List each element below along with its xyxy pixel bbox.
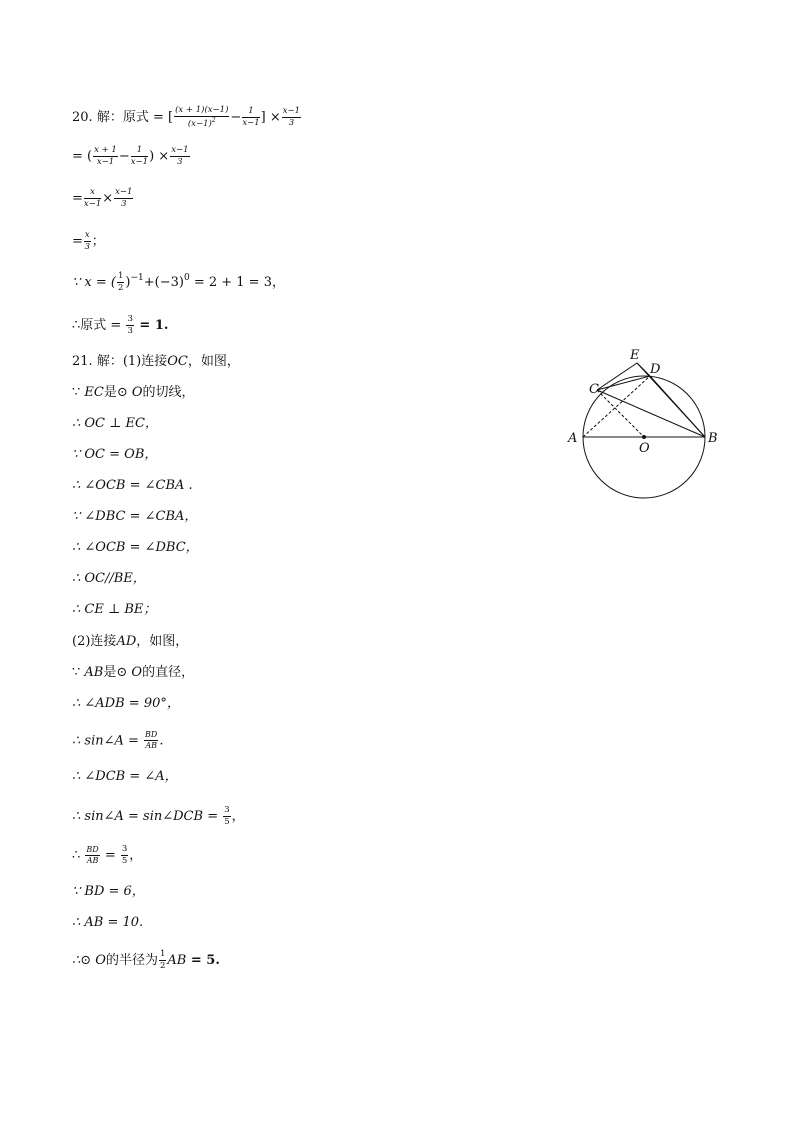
geometry-figure xyxy=(560,343,730,503)
q21-line-12: ∴ ∠ADB = 90°， xyxy=(72,696,180,711)
q21-line-1: 21. 解：(1)连接OC，如图， xyxy=(72,354,240,369)
fraction: $\frac{x-1}{3}$ xyxy=(282,105,301,128)
dashed-oc xyxy=(597,390,644,437)
fraction: $\frac{BD}{AB}$ xyxy=(86,844,99,865)
fraction: $\frac{1}{x-1}$ xyxy=(130,145,149,167)
segment-ed xyxy=(637,363,650,376)
q21-line-13: ∴ sin∠A = $\frac{BD}{AB}$ . xyxy=(72,730,164,751)
fraction: $\frac{3}{5}$ xyxy=(224,805,230,827)
q20-line-4: = $\frac{x}{3}$ ； xyxy=(72,230,105,252)
fraction: $\frac{3}{5}$ xyxy=(121,844,128,866)
q21-line-15: ∴ sin∠A = sin∠DCB = $\frac{3}{5}$ ， xyxy=(72,805,245,827)
q21-line-4: ∵ OC = OB， xyxy=(72,447,158,462)
q21-line-14: ∴ ∠DCB = ∠A， xyxy=(72,769,178,784)
q21-line-11: ∵ AB是⊙ O的直径， xyxy=(72,665,195,680)
fraction: $\frac{1}{x-1}$ xyxy=(242,105,260,128)
label-d: D xyxy=(650,362,661,377)
question-number: 20. xyxy=(72,109,97,125)
label-o: O xyxy=(639,441,650,456)
fraction: $\frac{1}{2}$ xyxy=(159,949,166,971)
q21-line-7: ∴ ∠OCB = ∠DBC， xyxy=(72,540,199,555)
fraction: $\frac{BD}{AB}$ xyxy=(145,730,158,751)
label-a: A xyxy=(568,431,578,446)
fraction: $\frac{x-1}{3}$ xyxy=(115,187,133,209)
q20-line-5: ∵ x = ( $\frac{1}{2}$ )$^{-1}+(-3)^0 = 2 + 1 = 3$， xyxy=(72,271,285,293)
fraction: $\frac{(x + 1)(x-1)}{(x-1)^2}$ xyxy=(175,105,229,129)
fraction: $\frac{1}{2}$ xyxy=(117,271,124,293)
q21-line-6: ∵ ∠DBC = ∠CBA， xyxy=(72,509,198,524)
center-dot xyxy=(642,435,646,439)
q20-line-6: ∴原式 = $\frac{3}{3}$ = 1. xyxy=(72,314,169,336)
q21-line-5: ∴ ∠OCB = ∠CBA . xyxy=(72,478,193,493)
fraction: $\frac{x + 1}{x-1}$ xyxy=(94,145,117,167)
q21-line-19: ∴⊙ O的半径为 $\frac{1}{2}$ AB = 5. xyxy=(72,949,220,971)
q21-line-3: ∴ OC ⊥ EC， xyxy=(72,416,158,431)
label-b: B xyxy=(708,431,718,446)
q21-line-2: ∵ EC是⊙ O的切线， xyxy=(72,385,195,400)
label-e: E xyxy=(630,348,640,363)
tangent-ce xyxy=(597,363,637,390)
q20-line-2: = ( $\frac{x + 1}{x-1}$ − $\frac{1}{x-1}$ ) × $\frac{x-1}{3}$ xyxy=(72,145,189,167)
fraction: $\frac{x-1}{3}$ xyxy=(171,145,189,167)
segment-eb xyxy=(637,363,705,437)
fraction: $\frac{3}{3}$ xyxy=(127,314,133,336)
fraction: $\frac{x}{3}$ xyxy=(84,230,91,252)
q21-line-17: ∵ BD = 6， xyxy=(72,884,145,899)
q20-line-1: 20. 解：原式 = [ $\frac{(x + 1)(x-1)}{(x-1)^2}$ − $\frac{1}{x-1}$ ] × $\frac{x-1}{3}$ xyxy=(72,105,301,129)
label-c: C xyxy=(589,382,599,397)
q21-line-8: ∴ OC//BE， xyxy=(72,571,146,586)
q21-line-10: (2)连接AD，如图， xyxy=(72,634,189,649)
question-number: 21. xyxy=(72,354,97,369)
fraction: $\frac{x}{x-1}$ xyxy=(83,187,102,209)
segment-cb xyxy=(597,390,705,437)
q20-line-3: = $\frac{x}{x-1}$ × $\frac{x-1}{3}$ xyxy=(72,187,133,209)
q21-line-18: ∴ AB = 10. xyxy=(72,915,144,930)
q21-line-16: ∴ $\frac{BD}{AB}$ = $\frac{3}{5}$ ， xyxy=(72,844,143,866)
q21-line-9: ∴ CE ⊥ BE； xyxy=(72,602,157,617)
